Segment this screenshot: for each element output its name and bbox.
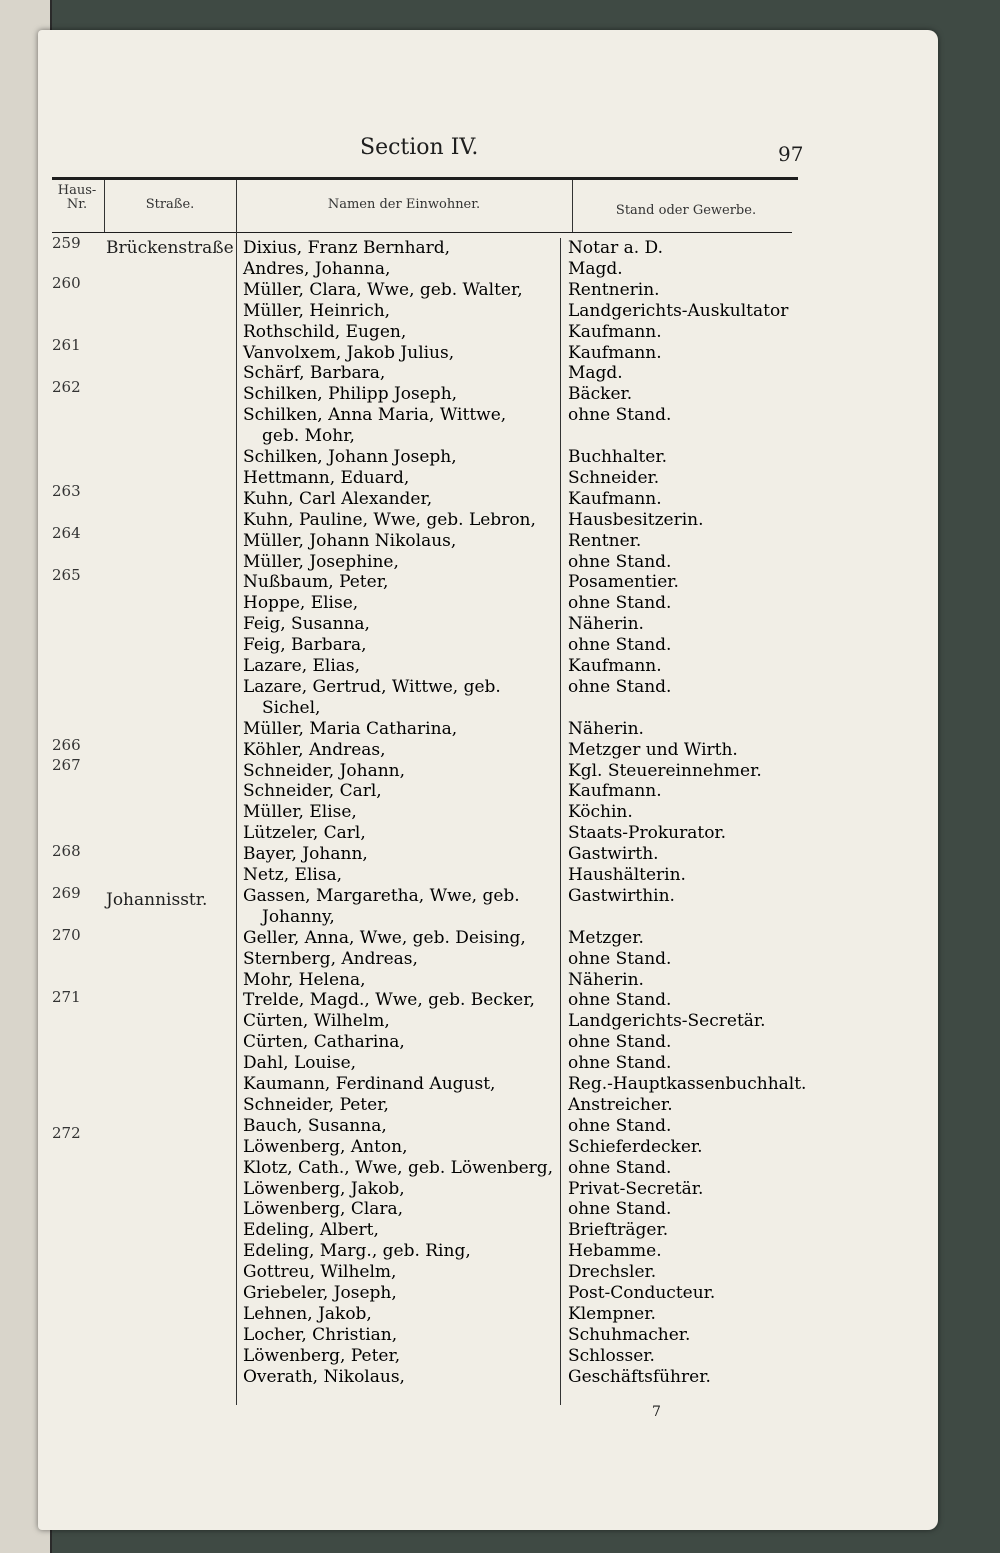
resident-occupation: Magd. [568, 258, 623, 279]
resident-occupation: ohne Stand. [568, 676, 672, 697]
resident-name: Löwenberg, Anton, [243, 1136, 408, 1157]
resident-occupation: Staats-Prokurator. [568, 823, 727, 844]
table-row [0, 259, 1000, 280]
table-row [0, 802, 1000, 823]
resident-occupation: Kaufmann. [568, 488, 662, 509]
house-number: 269 [52, 884, 81, 902]
resident-name: Lazare, Elias, [243, 656, 361, 676]
resident-name: Gassen, Margaretha, Wwe, geb. [243, 885, 520, 906]
table-row [0, 781, 1000, 802]
resident-name: Trelde, Magd., Wwe, geb. Becker, [243, 990, 535, 1011]
resident-occupation: Kaufmann. [568, 781, 662, 802]
house-number: 265 [52, 566, 81, 584]
resident-name: Löwenberg, Peter, [243, 1345, 401, 1366]
table-row [0, 572, 1000, 593]
resident-name: Dixius, Franz Bernhard, [243, 238, 451, 258]
resident-name: Lützeler, Carl, [243, 823, 366, 844]
column-divider [104, 180, 105, 232]
house-number: 260 [52, 274, 81, 292]
resident-occupation: ohne Stand. [568, 948, 672, 969]
resident-occupation: Privat-Secretär. [568, 1178, 704, 1199]
table-row [0, 593, 1000, 614]
resident-name: Overath, Nikolaus, [243, 1366, 405, 1387]
resident-name: Löwenberg, Clara, [243, 1199, 404, 1220]
table-row [0, 844, 1000, 865]
resident-occupation: Metzger und Wirth. [568, 739, 738, 760]
header-bottom-rule [52, 232, 792, 233]
house-number: 268 [52, 842, 81, 860]
header-names: Namen der Einwohner. [327, 197, 481, 212]
table-row [0, 823, 1000, 844]
table-row [0, 698, 1000, 719]
table-row [0, 343, 1000, 364]
table-row [0, 1179, 1000, 1200]
resident-occupation: Buchhalter. [568, 447, 667, 467]
resident-occupation: Köchin. [568, 802, 633, 823]
resident-name: Andres, Johanna, [243, 258, 391, 279]
table-row [0, 865, 1000, 886]
resident-occupation: ohne Stand. [568, 593, 672, 614]
resident-name: Lehnen, Jakob, [243, 1303, 372, 1324]
table-row [0, 322, 1000, 343]
signature-mark: 7 [652, 1404, 661, 1420]
table-row [0, 635, 1000, 656]
resident-name: Netz, Elisa, [243, 865, 343, 885]
resident-occupation: Klempner. [568, 1303, 656, 1324]
resident-occupation: Notar a. D. [568, 238, 663, 258]
resident-occupation: ohne Stand. [568, 635, 672, 656]
resident-name: Schärf, Barbara, [243, 363, 386, 384]
resident-name: Kaumann, Ferdinand August, [243, 1074, 496, 1094]
table-row [0, 990, 1000, 1011]
table-row [0, 614, 1000, 635]
resident-name: geb. Mohr, [262, 426, 355, 447]
resident-occupation: Magd. [568, 363, 623, 384]
table-row [0, 1325, 1000, 1346]
table-row [0, 656, 1000, 677]
resident-occupation: Reg.-Hauptkassenbuchhalt. [568, 1074, 807, 1094]
resident-occupation: Näherin. [568, 614, 644, 635]
resident-occupation: ohne Stand. [568, 1115, 672, 1136]
resident-occupation: Näherin. [568, 718, 644, 739]
resident-name: Bayer, Johann, [243, 844, 368, 865]
resident-occupation: Kaufmann. [568, 656, 662, 676]
street-name: Brückenstraße [106, 238, 234, 258]
house-number: 270 [52, 926, 81, 944]
resident-name: Rothschild, Eugen, [243, 321, 407, 342]
resident-occupation: Gastwirth. [568, 844, 659, 865]
resident-name: Cürten, Wilhelm, [243, 1011, 390, 1032]
table-row [0, 1158, 1000, 1179]
resident-name: Sternberg, Andreas, [243, 948, 418, 969]
table-row [0, 1053, 1000, 1074]
resident-occupation: Anstreicher. [568, 1094, 673, 1115]
header-occupation: Stand oder Gewerbe. [615, 203, 757, 218]
table-row [0, 426, 1000, 447]
table-row [0, 1283, 1000, 1304]
resident-name: Lazare, Gertrud, Wittwe, geb. [243, 676, 501, 697]
resident-occupation: Briefträger. [568, 1220, 669, 1241]
resident-name: Geller, Anna, Wwe, geb. Deising, [243, 927, 526, 948]
resident-name: Bauch, Susanna, [243, 1115, 387, 1136]
resident-occupation: Schuhmacher. [568, 1324, 691, 1345]
resident-occupation: Post-Conducteur. [568, 1283, 716, 1303]
header-street: Straße. [145, 197, 195, 212]
table-row [0, 1262, 1000, 1283]
resident-name: Sichel, [262, 697, 321, 718]
resident-name: Feig, Barbara, [243, 635, 367, 656]
table-row [0, 489, 1000, 510]
resident-name: Nußbaum, Peter, [243, 572, 389, 593]
resident-name: Edeling, Marg., geb. Ring, [243, 1241, 471, 1262]
resident-name: Schneider, Carl, [243, 781, 382, 802]
resident-occupation: Rentnerin. [568, 279, 660, 300]
table-row [0, 510, 1000, 531]
house-number: 261 [52, 336, 81, 354]
table-row [0, 886, 1000, 907]
table-row [0, 1304, 1000, 1325]
resident-occupation: Landgerichts-Secretär. [568, 1011, 766, 1032]
header-house-number: Haus-Nr. [57, 183, 97, 212]
resident-occupation: ohne Stand. [568, 551, 672, 572]
house-number: 264 [52, 524, 81, 542]
table-row [0, 1346, 1000, 1367]
table-row [0, 1116, 1000, 1137]
table-row [0, 677, 1000, 698]
resident-occupation: Kaufmann. [568, 342, 662, 363]
table-row [0, 280, 1000, 301]
resident-name: Feig, Susanna, [243, 614, 370, 635]
table-row [0, 719, 1000, 740]
resident-name: Schneider, Peter, [243, 1094, 389, 1115]
resident-name: Hoppe, Elise, [243, 593, 359, 614]
street-name: Johannisstr. [106, 890, 208, 910]
resident-occupation: Rentner. [568, 530, 642, 551]
resident-name: Müller, Heinrich, [243, 300, 391, 321]
resident-name: Müller, Maria Catharina, [243, 718, 458, 739]
resident-name: Müller, Elise, [243, 802, 357, 823]
table-row [0, 970, 1000, 991]
header-top-rule [52, 177, 798, 180]
table-row [0, 384, 1000, 405]
resident-occupation: ohne Stand. [568, 990, 672, 1011]
resident-occupation: Näherin. [568, 969, 644, 990]
table-row [0, 363, 1000, 384]
resident-name: Johanny, [262, 906, 335, 927]
page-number: 97 [778, 142, 804, 166]
table-row [0, 761, 1000, 782]
resident-occupation: Metzger. [568, 927, 644, 948]
resident-name: Müller, Johann Nikolaus, [243, 530, 457, 551]
resident-occupation: Landgerichts-Auskultator [568, 300, 789, 321]
table-row [0, 1220, 1000, 1241]
resident-occupation: Haushälterin. [568, 865, 686, 885]
table-row [0, 1074, 1000, 1095]
resident-occupation: Posamentier. [568, 572, 679, 593]
table-row [0, 949, 1000, 970]
resident-occupation: Gastwirthin. [568, 885, 675, 906]
section-title: Section IV. [360, 135, 479, 160]
resident-name: Gottreu, Wilhelm, [243, 1262, 397, 1283]
resident-name: Schilken, Johann Joseph, [243, 447, 457, 467]
resident-occupation: Hausbesitzerin. [568, 509, 704, 530]
resident-name: Müller, Josephine, [243, 551, 399, 572]
resident-occupation: Hebamme. [568, 1241, 662, 1262]
table-row [0, 468, 1000, 489]
resident-name: Griebeler, Joseph, [243, 1283, 397, 1303]
resident-occupation: Drechsler. [568, 1262, 657, 1283]
resident-occupation: Kgl. Steuereinnehmer. [568, 760, 762, 781]
table-row [0, 1137, 1000, 1158]
resident-name: Schneider, Johann, [243, 760, 406, 781]
table-row [0, 928, 1000, 949]
resident-occupation: Schieferdecker. [568, 1136, 703, 1157]
resident-occupation: ohne Stand. [568, 1199, 672, 1220]
house-number: 272 [52, 1124, 81, 1142]
resident-occupation: Kaufmann. [568, 321, 662, 342]
resident-name: Vanvolxem, Jakob Julius, [243, 342, 455, 363]
table-row [0, 531, 1000, 552]
table-row [0, 1095, 1000, 1116]
table-row [0, 740, 1000, 761]
column-divider [572, 180, 573, 232]
house-number: 271 [52, 988, 81, 1006]
resident-name: Löwenberg, Jakob, [243, 1178, 405, 1199]
resident-name: Schilken, Anna Maria, Wittwe, [243, 405, 507, 426]
house-number: 259 [52, 234, 81, 252]
resident-name: Kuhn, Pauline, Wwe, geb. Lebron, [243, 509, 536, 530]
resident-occupation: Schneider. [568, 467, 660, 488]
resident-name: Kuhn, Carl Alexander, [243, 488, 433, 509]
table-row [0, 552, 1000, 573]
table-row [0, 238, 1000, 259]
table-row [0, 1367, 1000, 1388]
resident-name: Locher, Christian, [243, 1324, 398, 1345]
house-number: 266 [52, 736, 81, 754]
resident-name: Edeling, Albert, [243, 1220, 379, 1241]
house-number: 267 [52, 756, 81, 774]
house-number: 262 [52, 378, 81, 396]
resident-name: Schilken, Philipp Joseph, [243, 384, 458, 405]
resident-name: Hettmann, Eduard, [243, 467, 410, 488]
resident-name: Cürten, Catharina, [243, 1032, 405, 1053]
table-row [0, 1032, 1000, 1053]
resident-name: Dahl, Louise, [243, 1053, 357, 1074]
table-row [0, 1011, 1000, 1032]
table-row [0, 447, 1000, 468]
resident-occupation: ohne Stand. [568, 1032, 672, 1053]
resident-occupation: ohne Stand. [568, 405, 672, 426]
table-row [0, 405, 1000, 426]
resident-occupation: ohne Stand. [568, 1157, 672, 1178]
table-row [0, 1199, 1000, 1220]
table-row [0, 1241, 1000, 1262]
resident-name: Köhler, Andreas, [243, 739, 386, 760]
resident-occupation: ohne Stand. [568, 1053, 672, 1074]
house-number: 263 [52, 482, 81, 500]
table-row [0, 907, 1000, 928]
resident-occupation: Bäcker. [568, 384, 633, 405]
resident-occupation: Schlosser. [568, 1345, 655, 1366]
resident-name: Klotz, Cath., Wwe, geb. Löwenberg, [243, 1157, 554, 1178]
resident-name: Mohr, Helena, [243, 969, 366, 990]
resident-occupation: Geschäftsführer. [568, 1366, 711, 1387]
table-row [0, 301, 1000, 322]
resident-name: Müller, Clara, Wwe, geb. Walter, [243, 279, 523, 300]
